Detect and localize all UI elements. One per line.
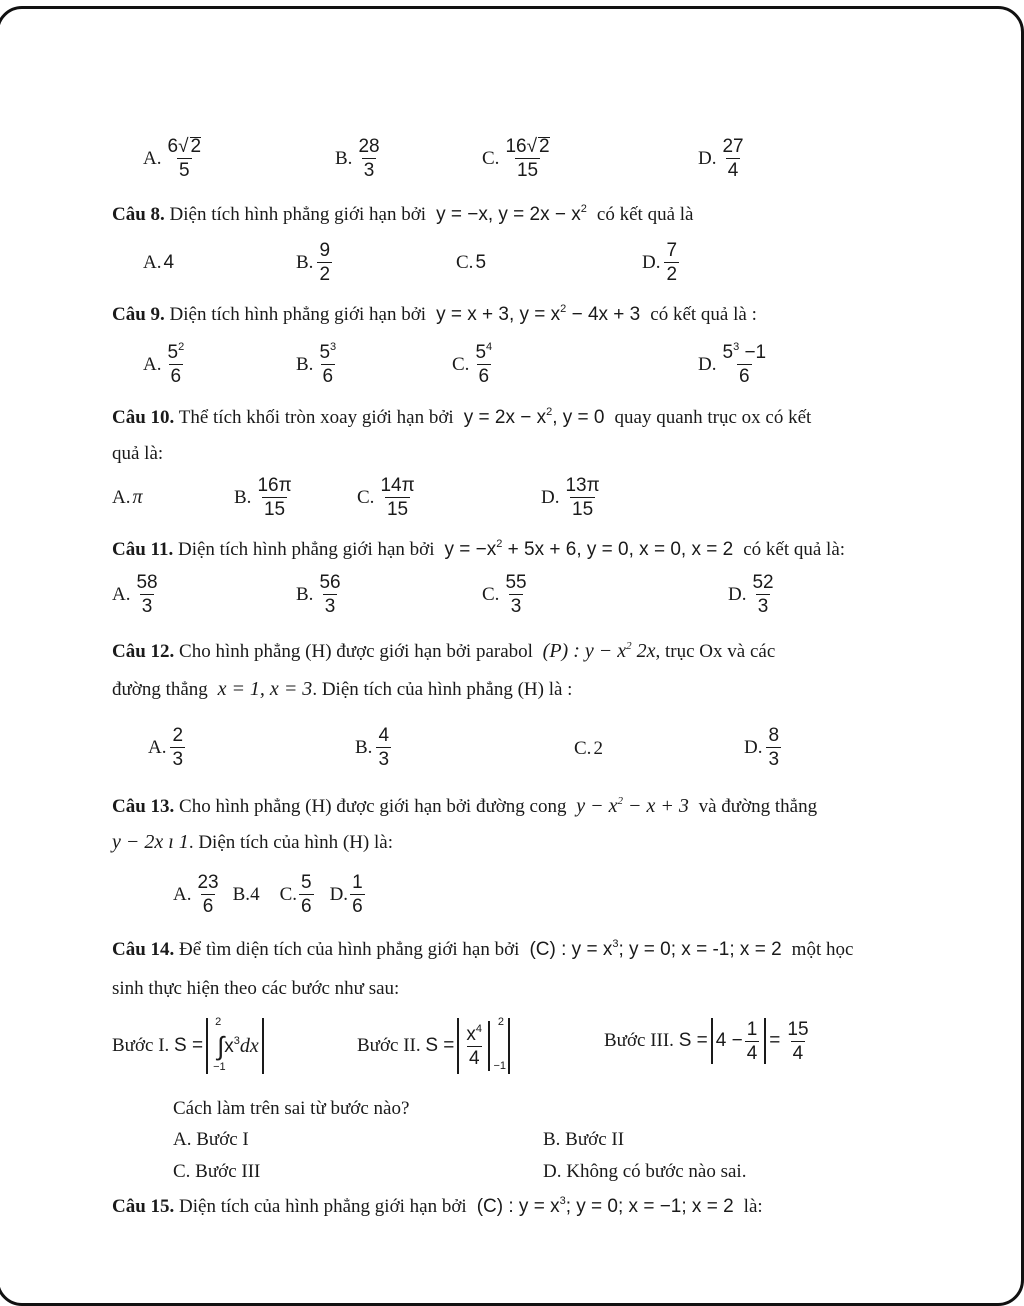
- fraction: $\frac{15}{4}$: [787, 1018, 809, 1064]
- fraction: $\frac{7}{2}$: [666, 240, 678, 285]
- q14-step-2: Bước II. S = $\frac{x^4}{4}$ 2 −1: [357, 1018, 510, 1074]
- fraction: $\frac{9}{2}$: [319, 240, 331, 285]
- q14-step-3: Bước III. S = 4 − $\frac{1}{4}$ = $\frac{15}{4}$: [604, 1018, 809, 1064]
- fraction: $\frac{23}{6}$: [197, 872, 219, 917]
- q11-choice-b: B. $\frac{56}{3}$: [296, 572, 341, 617]
- fraction: $\frac{56}{3}$: [319, 572, 341, 617]
- q12-choice-a: A. $\frac{2}{3}$: [148, 725, 184, 770]
- q7-choice-a: A. $\frac{6√ 2}{5}$: [143, 136, 202, 181]
- q10-choice-d: D. $\frac{13\pi}{15}$: [541, 475, 600, 520]
- q10-choice-a: A. π: [112, 486, 143, 508]
- evaluation-bar: [488, 1021, 490, 1071]
- fraction: $\frac{14\pi}{15}$: [380, 475, 415, 520]
- q15-stem: Câu 15. Diện tích của hình phẳng giới hạn bởi (C) : $y = x^3$; y = 0; x = −1; x = 2 là:: [112, 1195, 763, 1217]
- fraction: $\frac{5}{6}$: [301, 872, 312, 917]
- q11-stem: Câu 11. Diện tích hình phẳng giới hạn bởi $y = -x^2 + 5x + 6$, y = 0, x = 0, x = 2 có kết quả là:: [112, 538, 846, 560]
- q9-stem: Câu 9. Diện tích hình phẳng giới hạn bởi y = x + 3, $y = x^2 - 4x + 3$ có kết quả là :: [112, 303, 757, 325]
- q8-stem: Câu 8. Diện tích hình phẳng giới hạn bởi y = −x, $y = 2x - x^2$ có kết quả là: [112, 203, 694, 225]
- q7-choice-d: D. $\frac{27}{4}$: [698, 136, 744, 181]
- absolute-value: $\frac{x^4}{4}$ 2 −1: [457, 1018, 510, 1074]
- fraction: $\frac{28}{3}$: [358, 136, 380, 181]
- fraction: $\frac{x^4}{4}$: [466, 1022, 483, 1069]
- q9-choice-d: D. $\frac{5^3 -1}{6}$: [698, 341, 767, 387]
- fraction: $\frac{2}{3}$: [172, 725, 184, 770]
- q10-choice-c: C. $\frac{14\pi}{15}$: [357, 475, 415, 520]
- q13-stem: Câu 13. Cho hình phẳng (H) được giới hạn bởi đường cong $y - x^2 - x + 3$ và đường thẳng: [112, 795, 818, 817]
- q12-choice-b: B. $\frac{4}{3}$: [355, 725, 390, 770]
- absolute-value: 2 ∫ −1 $x^3dx$: [206, 1018, 264, 1074]
- q14-choice-d: D. Không có bước nào sai.: [543, 1161, 747, 1182]
- q14-stem: Câu 14. Để tìm diện tích của hình phẳng giới hạn bởi (C) : $y = x^3$; y = 0; x = -1; x = 2 một học: [112, 938, 854, 960]
- q9-choice-a: A. $\frac{5^2}{6}$: [143, 341, 185, 387]
- q14-step-1: Bước I. S = 2 ∫ −1 $x^3dx$: [112, 1018, 264, 1074]
- q10-stem-line2: quả là:: [112, 443, 164, 464]
- fraction: $\frac{27}{4}$: [722, 136, 744, 181]
- fraction: $\frac{5^4}{6}$: [475, 341, 493, 387]
- q7-choice-c: C. $\frac{16√ 2}{15}$: [482, 136, 550, 181]
- fraction: $\frac{16\pi}{15}$: [257, 475, 292, 520]
- q12-stem: Câu 12. Cho hình phẳng (H) được giới hạn bởi parabol (P) : $y - x^2$ 2x, trục Ox và các: [112, 640, 776, 662]
- q14-choice-c: C. Bước III: [173, 1161, 261, 1182]
- fraction: $\frac{5^3 -1}{6}$: [722, 341, 767, 387]
- q10-stem: Câu 10. Thể tích khối tròn xoay giới hạn bởi $y = 2x - x^2$, y = 0 quay quanh trục ox có kết: [112, 406, 812, 428]
- fraction: $\frac{58}{3}$: [136, 572, 158, 617]
- q12-choice-d: D. $\frac{8}{3}$: [744, 725, 780, 770]
- q12-stem-line2: đường thẳng x = 1, x = 3. Diện tích của hình phẳng (H) là :: [112, 678, 573, 700]
- q8-choice-b: B. $\frac{9}{2}$: [296, 240, 331, 285]
- q11-choice-a: A. $\frac{58}{3}$: [112, 572, 158, 617]
- q9-choice-b: B. $\frac{5^3}{6}$: [296, 341, 337, 387]
- fraction: $\frac{1}{6}$: [352, 872, 363, 917]
- q8-choice-a: A. 4: [143, 252, 175, 273]
- q7-choice-b: B. $\frac{28}{3}$: [335, 136, 380, 181]
- q14-stem-line2: sinh thực hiện theo các bước như sau:: [112, 978, 400, 999]
- fraction: $\frac{5^3}{6}$: [319, 341, 337, 387]
- fraction: $\frac{16√ 2}{15}$: [505, 136, 550, 181]
- q13-choices: A. $\frac{23}{6}$ B. 4 C. $\frac{5}{6}$ D. $\frac{1}{6}$: [173, 872, 363, 917]
- q13-stem-line2: y − 2x ı 1. Diện tích của hình (H) là:: [112, 831, 393, 853]
- q14-question: Cách làm trên sai từ bước nào?: [173, 1098, 410, 1119]
- q8-choice-d: D. $\frac{7}{2}$: [642, 240, 678, 285]
- q11-choice-c: C. $\frac{55}{3}$: [482, 572, 527, 617]
- absolute-value: 4 − $\frac{1}{4}$: [711, 1018, 767, 1064]
- fraction: $\frac{13\pi}{15}$: [565, 475, 600, 520]
- q11-choice-d: D. $\frac{52}{3}$: [728, 572, 774, 617]
- q10-choice-b: B. $\frac{16\pi}{15}$: [234, 475, 292, 520]
- q9-choice-c: C. $\frac{5^4}{6}$: [452, 341, 493, 387]
- q12-choice-c: C. 2: [574, 738, 603, 759]
- fraction: $\frac{6√ 2}{5}$: [167, 136, 202, 181]
- fraction: $\frac{52}{3}$: [752, 572, 774, 617]
- q14-choice-b: B. Bước II: [543, 1129, 625, 1150]
- fraction: $\frac{55}{3}$: [505, 572, 527, 617]
- fraction: $\frac{1}{4}$: [746, 1018, 758, 1064]
- fraction: $\frac{5^2}{6}$: [167, 341, 185, 387]
- fraction: $\frac{8}{3}$: [768, 725, 780, 770]
- q8-choice-c: C. 5: [456, 252, 487, 273]
- q14-choice-a: A. Bước I: [173, 1129, 249, 1150]
- fraction: $\frac{4}{3}$: [378, 725, 390, 770]
